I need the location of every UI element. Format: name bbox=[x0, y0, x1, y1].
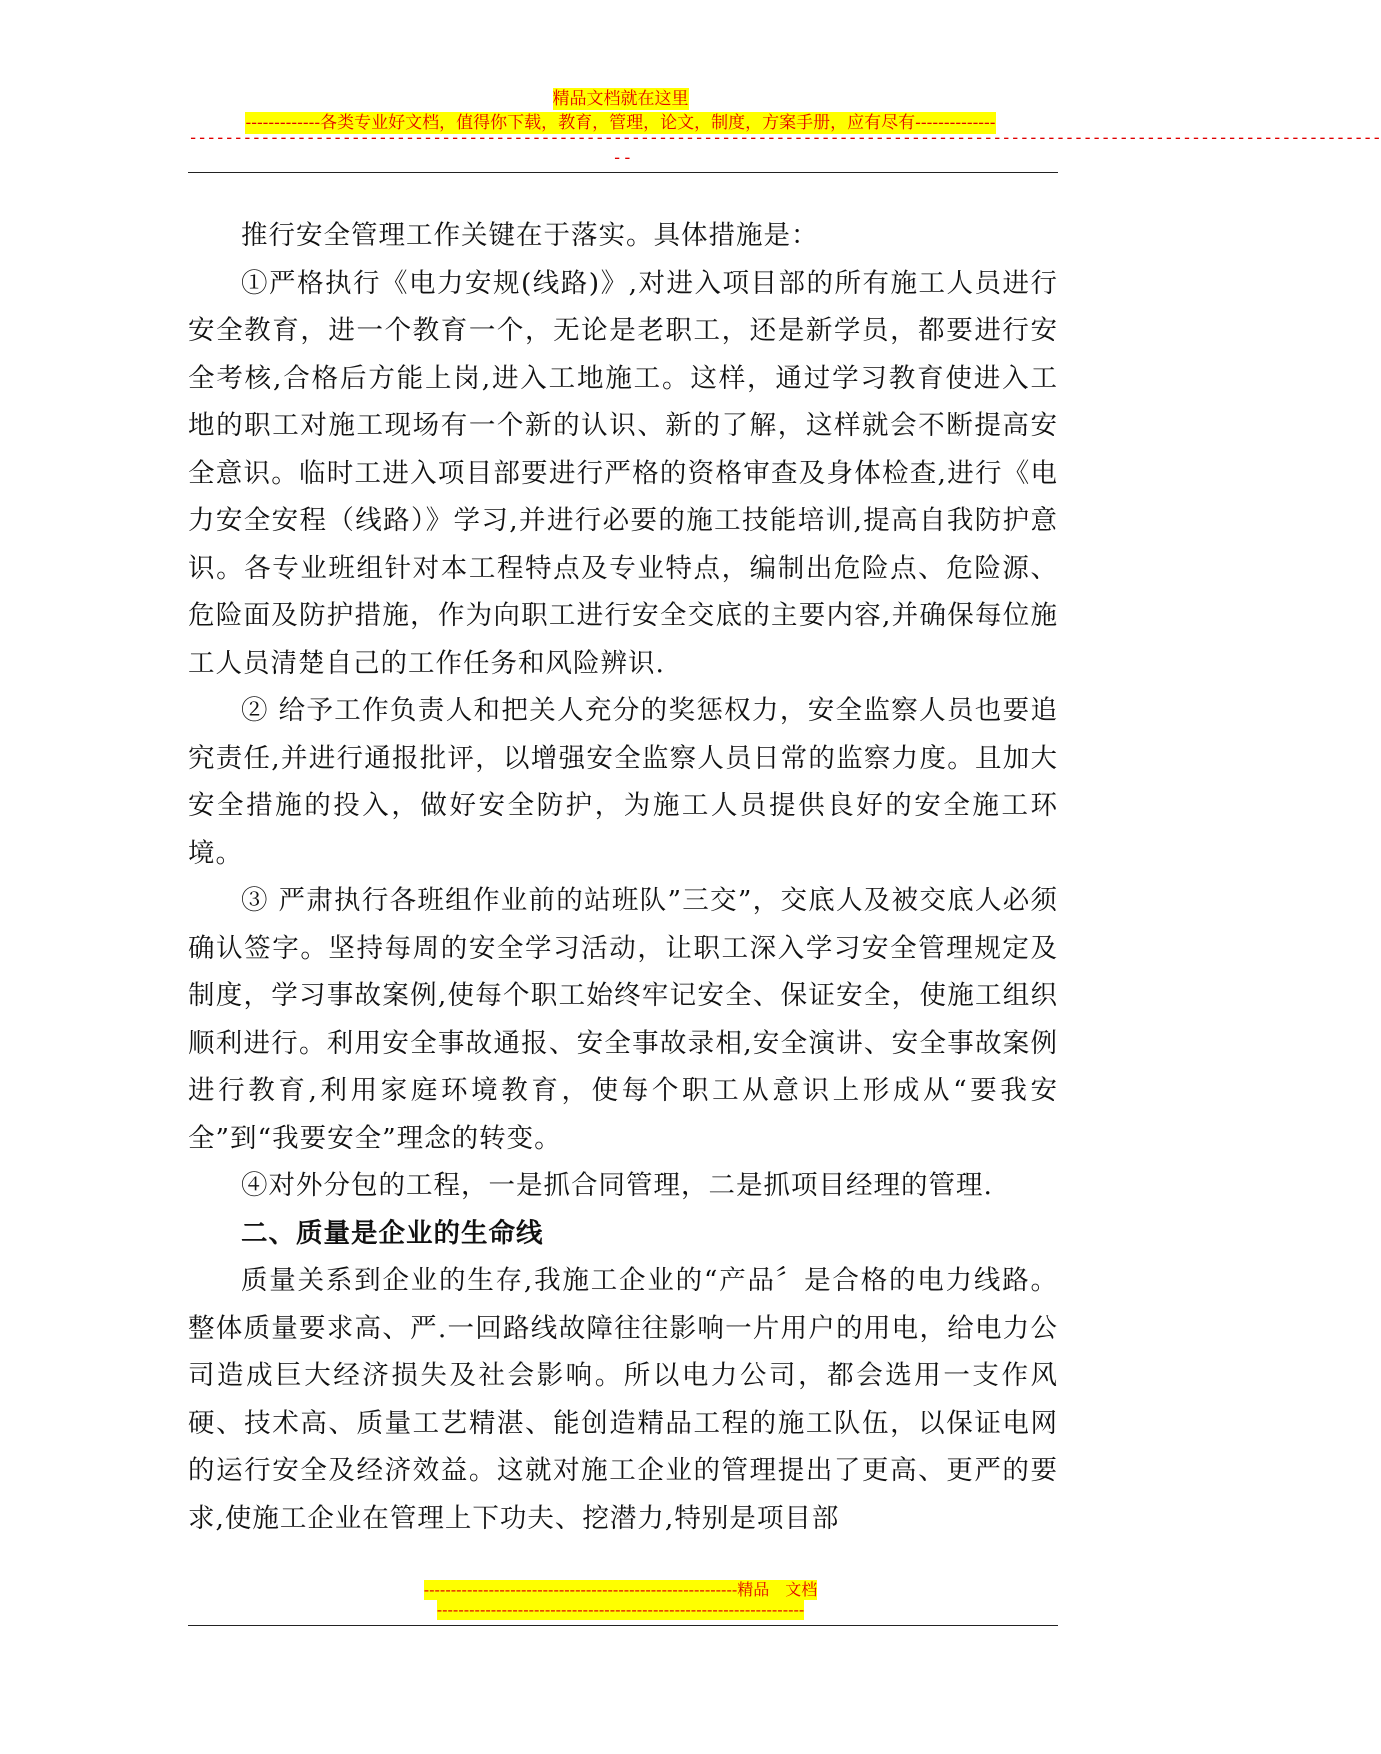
footer-line-2: -------------------------------------------------------------------- bbox=[436, 1600, 805, 1619]
paragraph-measure-2: ② 给予工作负责人和把关人充分的奖惩权力，安全监察人员也要追究责任,并进行通报批评，以增强安全监察人员日常的监察力度。且加大安全措施的投入，做好安全防护，为施工人员提供良好的安全施工环境。 bbox=[188, 695, 1058, 869]
header-rule bbox=[188, 172, 1058, 173]
paragraph-measure-1: ①严格执行《电力安规(线路)》,对进入项目部的所有施工人员进行安全教育，进一个教育一个，无论是老职工，还是新学员，都要进行安全考核,合格后方能上岗,进入工地施工。这样，通过学习教育使进入工地的职工对施工现场有一个新的认识、新的了解，这样就会不断提高安全意识。临时工进入项目部要进行严格的资格审查及身体检查,进行《电力安全安程（线路）》学习,并进行必要的施工技能培训,提高自我防护意识。各专业班组针对本工程特点及专业特点，编制出危险点、危险源、危险面及防护措施，作为向职工进行安全交底的主要内容,并确保每位施工人员清楚自己的工作任务和风险辨识. bbox=[188, 267, 1058, 679]
header-subtitle: -------------各类专业好文档，值得你下载，教育，管理，论文，制度，方案手册，应有尽有-------------- bbox=[245, 113, 996, 133]
paragraph-quality: 质量关系到企业的生存,我施工企业的“产品〞是合格的电力线路。整体质量要求高、严.一回路线故障往往影响一片用户的用电，给电力公司造成巨大经济损失及社会影响。所以电力公司，都会选用一支作风硬、技术高、质量工艺精湛、能创造精品工程的施工队伍，以保证电网的运行安全及经济效益。这就对施工企业的管理提出了更高、更严的要求,使施工企业在管理上下功夫、挖潜力,特别是项目部 bbox=[188, 1265, 1058, 1534]
header-title: 精品文档就在这里 bbox=[552, 89, 689, 109]
page-footer bbox=[0, 1580, 1241, 1620]
document-body bbox=[188, 212, 1058, 1542]
paragraph-measure-3: ③ 严肃执行各班组作业前的站班队”三交”，交底人及被交底人必须确认签字。坚持每周的安全学习活动，让职工深入学习安全管理规定及制度，学习事故案例,使每个职工始终牢记安全、保证安全，使施工组织顺利进行。利用安全事故通报、安全事故录相,安全演讲、安全事故案例进行教育,利用家庭环境教育，使每个职工从意识上形成从“要我安全”到“我要安全”理念的转变。 bbox=[188, 885, 1058, 1154]
paragraph-measure-4: ④对外分包的工程，一是抓合同管理，二是抓项目经理的管理. bbox=[241, 1170, 993, 1201]
header-dash-line: ------------------------------------------------------------------------------------------------------------------------------------ bbox=[188, 128, 1381, 148]
section-heading: 二、质量是企业的生命线 bbox=[241, 1217, 544, 1249]
footer-rule bbox=[188, 1625, 1058, 1626]
header-dash-tail: -- bbox=[612, 148, 633, 168]
paragraph-intro: 推行安全管理工作关键在于落实。具体措施是： bbox=[241, 220, 819, 251]
footer-line-1: ----------------------------------------------------------精品 文档 bbox=[423, 1580, 818, 1599]
